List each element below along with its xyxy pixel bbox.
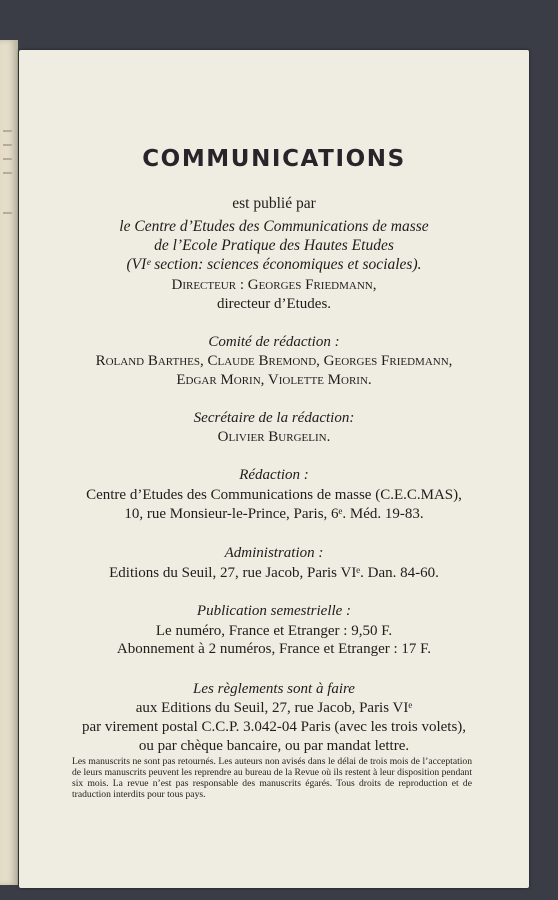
copyright-footnote: Les manuscrits ne sont pas retournés. Les auteurs non avisés dans le délai de trois mois de l’acceptation de leurs manuscrits peuvent les reprendre au bureau de la Revue où ils restent à leur disposition pendant six mois. La revue n’est pas responsable des manuscrits égarés. Tous droits de reproduction et de traduction interdits pour tous pays.: [72, 756, 472, 800]
publication-heading: Publication semestrielle :: [196, 603, 352, 619]
committee-members-2: Edgar Morin, Violette Morin.: [176, 372, 372, 388]
published-by: est publié par: [232, 195, 316, 212]
secretary-name: Olivier Burgelin.: [217, 429, 331, 445]
margin-mark: [3, 172, 12, 174]
administration-heading: Administration :: [224, 545, 324, 561]
margin-mark: [3, 130, 12, 132]
editorial-office-line-1: Centre d’Etudes des Communications de masse (C.E.C.MAS),: [86, 487, 462, 503]
payment-line-2: par virement postal C.C.P. 3.042-04 Paris (avec les trois volets),: [81, 719, 467, 735]
margin-mark: [3, 212, 12, 214]
centre-line-3: (VIᵉ section: sciences économiques et sociales).: [126, 256, 422, 273]
editorial-office-line-2: 10, rue Monsieur-le-Prince, Paris, 6ᵉ. Méd. 19-83.: [124, 506, 424, 522]
director-line: Directeur : Georges Friedmann,: [171, 277, 377, 293]
committee-members-1: Roland Barthes, Claude Bremond, Georges Friedmann,: [95, 353, 453, 369]
centre-line-2: de l’Ecole Pratique des Hautes Etudes: [154, 237, 394, 254]
publication-subscription: Abonnement à 2 numéros, France et Etranger : 17 F.: [116, 641, 432, 657]
director-title: directeur d’Etudes.: [216, 296, 332, 312]
payment-line-3: ou par chèque bancaire, ou par mandat lettre.: [138, 738, 410, 754]
administration-line-1: Editions du Seuil, 27, rue Jacob, Paris VIᵉ. Dan. 84-60.: [109, 565, 439, 581]
secretary-heading: Secrétaire de la rédaction:: [193, 410, 355, 426]
centre-line-1: le Centre d’Etudes des Communications de masse: [119, 218, 429, 235]
editorial-office-heading: Rédaction :: [239, 467, 309, 483]
payment-line-1: aux Editions du Seuil, 27, rue Jacob, Paris VIᵉ: [135, 700, 413, 716]
margin-mark: [3, 158, 12, 160]
margin-mark: [3, 144, 12, 146]
document-page: [19, 50, 529, 888]
payment-heading: Les règlements sont à faire: [193, 681, 355, 697]
previous-page-edge: [0, 40, 18, 885]
journal-title: COMMUNICATIONS: [142, 146, 406, 172]
committee-heading: Comité de rédaction :: [208, 334, 340, 350]
publication-price: Le numéro, France et Etranger : 9,50 F.: [155, 623, 393, 639]
